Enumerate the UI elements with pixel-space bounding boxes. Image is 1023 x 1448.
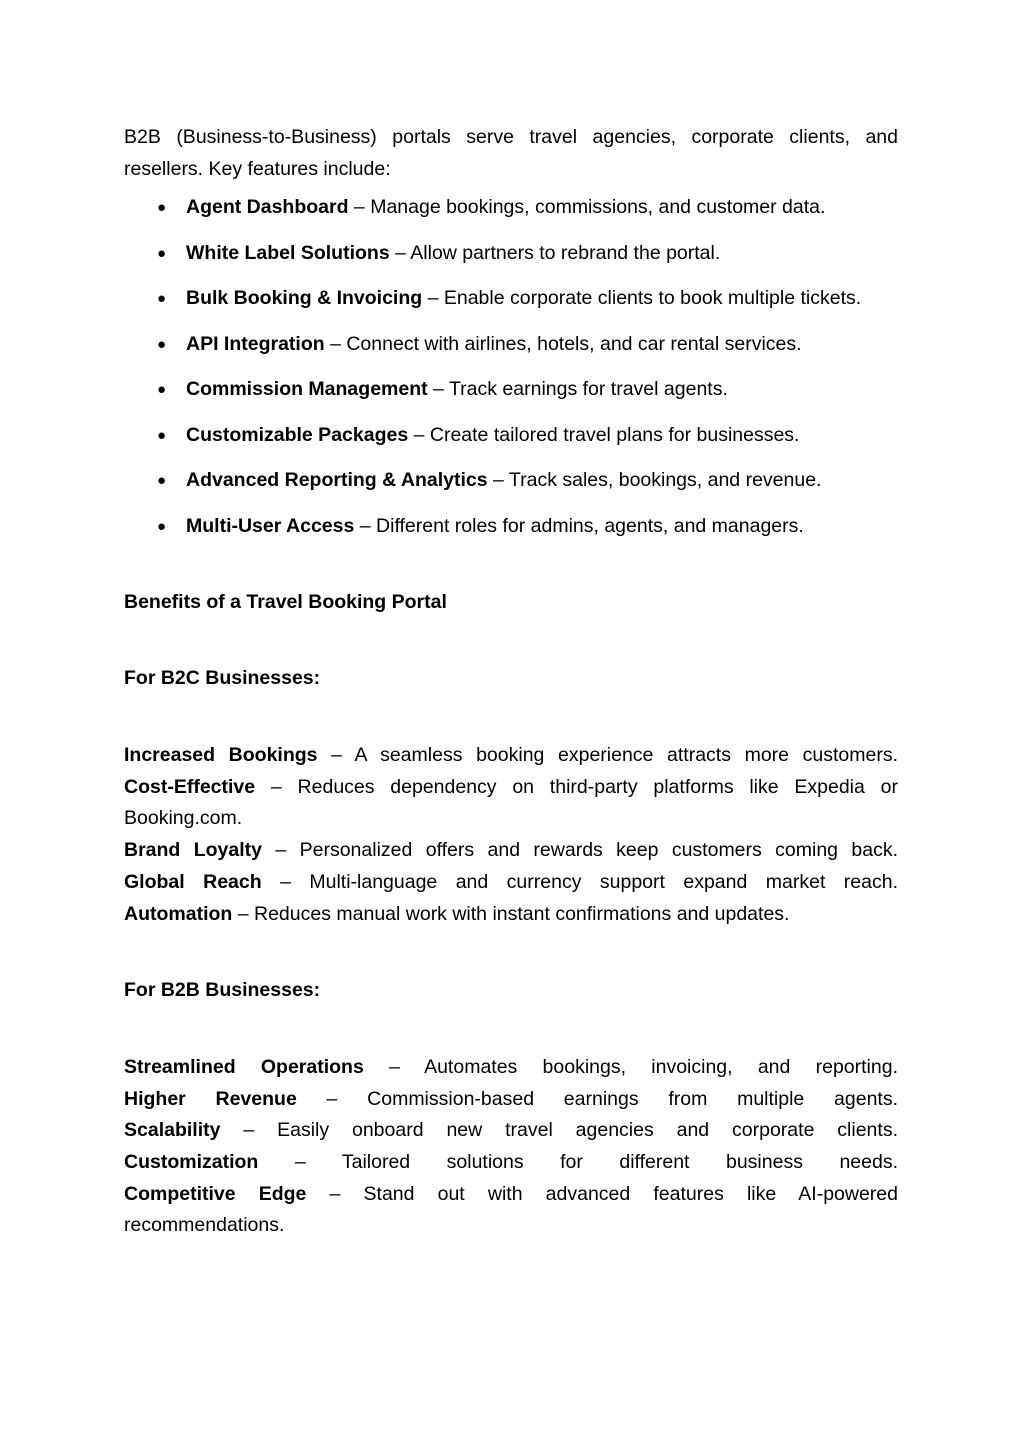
feature-item — [124, 465, 898, 497]
benefit-term: Automation — [124, 902, 233, 925]
benefit-term: Brand Loyalty — [124, 839, 262, 862]
feature-desc: – Allow partners to rebrand the portal. — [389, 241, 721, 264]
benefit-desc: – Stand out with advanced features like AI-powered recommendations. — [124, 1182, 898, 1237]
benefit-term: Customization — [124, 1151, 259, 1174]
benefit-term: Global Reach — [124, 870, 262, 893]
feature-item — [124, 329, 898, 361]
benefit-term: Increased Bookings — [124, 744, 318, 767]
benefit-desc: – Multi-language and currency support expand market reach. — [261, 870, 898, 893]
b2b-benefit-line — [124, 1115, 898, 1147]
feature-desc: – Track earnings for travel agents. — [427, 378, 728, 401]
benefit-term: Cost-Effective — [124, 775, 256, 798]
benefit-desc: – Tailored solutions for different business needs. — [258, 1151, 898, 1174]
benefit-term: Scalability — [124, 1119, 221, 1142]
b2b-benefit-line — [124, 1084, 898, 1116]
bullet-icon: ● — [157, 199, 167, 217]
feature-item — [124, 511, 898, 543]
feature-term: Bulk Booking & Invoicing — [186, 287, 423, 310]
benefit-term: Competitive Edge — [124, 1182, 307, 1205]
benefit-desc: – Personalized offers and rewards keep customers coming back. — [262, 839, 899, 862]
benefit-term: Streamlined Operations — [124, 1055, 364, 1078]
benefit-term: Higher Revenue — [124, 1087, 297, 1110]
b2c-benefit-line — [124, 867, 898, 899]
intro-paragraph: B2B (Business-to-Business) portals serve travel agencies, corporate clients, and resellers. Key features include: — [124, 126, 898, 180]
bullet-icon: ● — [157, 517, 167, 535]
benefit-desc: – Reduces dependency on third-party platforms like Expedia or Booking.com. — [124, 775, 898, 830]
b2c-heading: For B2C Businesses: — [124, 667, 321, 690]
feature-term: Multi-User Access — [186, 514, 355, 537]
feature-term: Commission Management — [186, 378, 428, 401]
b2c-benefit-line — [124, 835, 898, 867]
feature-term: API Integration — [186, 332, 325, 355]
feature-item — [124, 374, 898, 406]
bullet-icon: ● — [157, 381, 167, 399]
feature-desc: – Track sales, bookings, and revenue. — [487, 469, 822, 492]
feature-item — [124, 238, 898, 270]
feature-desc: – Enable corporate clients to book multiple tickets. — [422, 287, 862, 310]
feature-desc: – Different roles for admins, agents, and managers. — [354, 514, 804, 537]
benefits-heading: Benefits of a Travel Booking Portal — [124, 590, 447, 613]
benefit-desc: – Reduces manual work with instant confirmations and updates. — [232, 902, 790, 925]
document-page — [124, 122, 898, 1242]
b2b-features-list — [124, 192, 898, 542]
b2b-benefit-line — [124, 1052, 898, 1084]
feature-term: Agent Dashboard — [186, 196, 349, 219]
feature-term: Customizable Packages — [186, 423, 409, 446]
feature-item — [124, 420, 898, 452]
bullet-icon: ● — [157, 244, 167, 262]
bullet-icon: ● — [157, 290, 167, 308]
feature-item — [124, 283, 898, 315]
b2c-benefit-line — [124, 740, 898, 772]
b2b-heading: For B2B Businesses: — [124, 979, 321, 1002]
b2b-benefit-line — [124, 1147, 898, 1179]
bullet-icon: ● — [157, 335, 167, 353]
benefit-desc: – A seamless booking experience attracts more customers. — [317, 744, 898, 767]
benefit-desc: – Commission-based earnings from multiple agents. — [296, 1087, 898, 1110]
feature-desc: – Connect with airlines, hotels, and car rental services. — [324, 332, 802, 355]
feature-term: Advanced Reporting & Analytics — [186, 469, 488, 492]
feature-desc: – Create tailored travel plans for businesses. — [408, 423, 800, 446]
bullet-icon: ● — [157, 426, 167, 444]
benefit-desc: – Easily onboard new travel agencies and corporate clients. — [220, 1119, 898, 1142]
b2c-benefit-line — [124, 899, 898, 931]
b2c-benefits-block — [124, 740, 898, 930]
bullet-icon: ● — [157, 472, 167, 490]
feature-item — [124, 192, 898, 224]
feature-term: White Label Solutions — [186, 241, 390, 264]
b2b-benefit-line — [124, 1179, 898, 1242]
b2b-benefits-block — [124, 1052, 898, 1242]
feature-desc: – Manage bookings, commissions, and customer data. — [348, 196, 826, 219]
b2c-benefit-line — [124, 772, 898, 835]
benefit-desc: – Automates bookings, invoicing, and reporting. — [363, 1055, 898, 1078]
